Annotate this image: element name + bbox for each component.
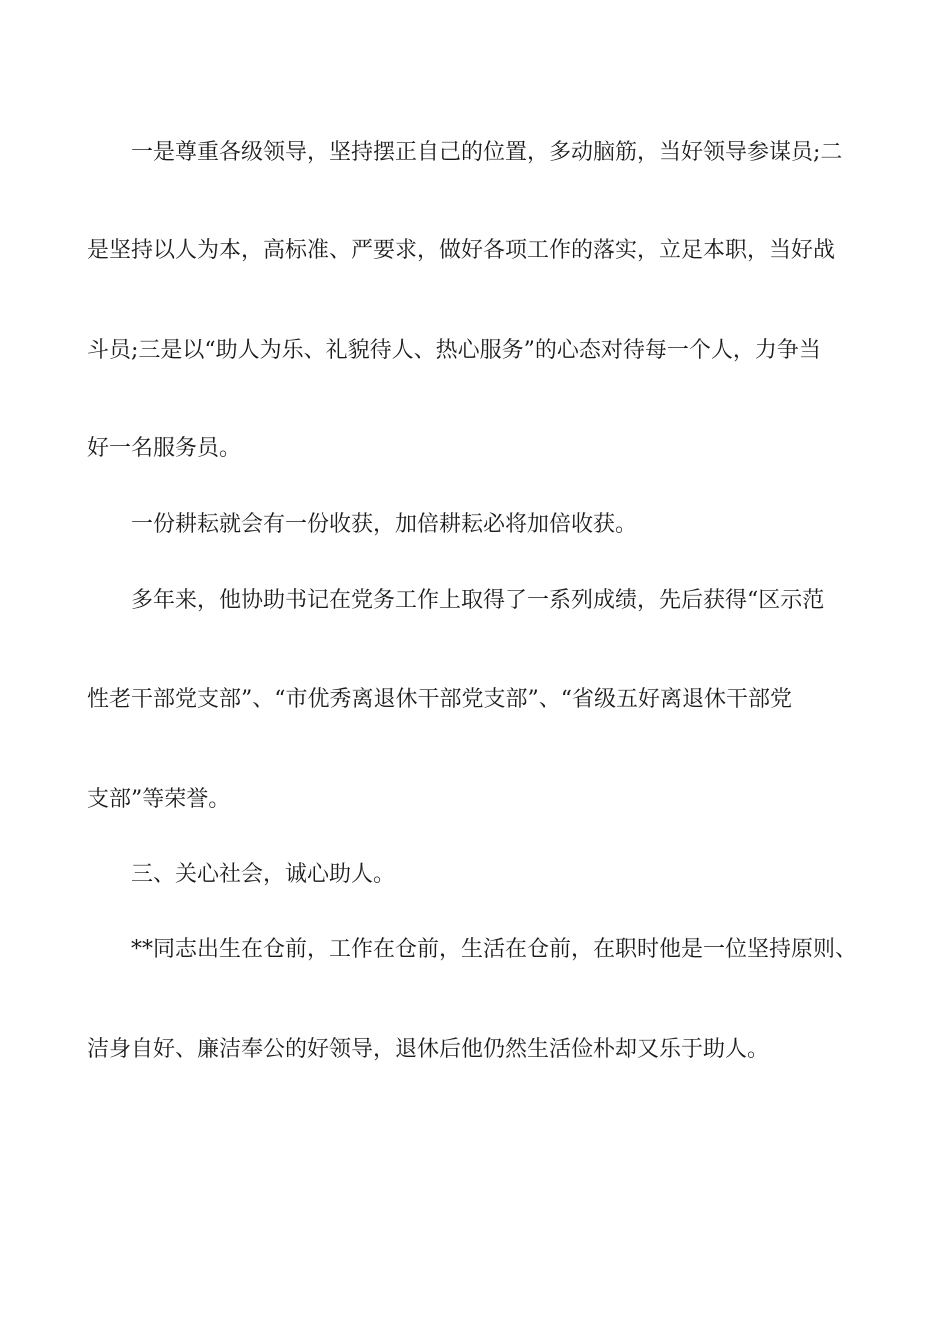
paragraph-4-line-2: 洁身自好、廉洁奉公的好领导，退休后他仍然生活俭朴却又乐于助人。 bbox=[87, 1037, 770, 1062]
paragraph-3-line-1: 多年来，他协助书记在党务工作上取得了一系列成绩，先后获得“区示范 bbox=[131, 588, 825, 613]
paragraph-3-line-2: 性老干部党支部”、“市优秀离退休干部党支部”、“省级五好离退休干部党 bbox=[87, 687, 792, 712]
paragraph-2-line-1: 一份耕耘就会有一份收获，加倍耕耘必将加倍收获。 bbox=[131, 512, 638, 537]
paragraph-1-line-2: 是坚持以人为本，高标准、严要求，做好各项工作的落实，立足本职，当好战 bbox=[87, 238, 836, 263]
paragraph-1-line-1: 一是尊重各级领导，坚持摆正自己的位置，多动脑筋，当好领导参谋员;二 bbox=[131, 140, 843, 165]
paragraph-1-line-4: 好一名服务员。 bbox=[87, 436, 242, 461]
paragraph-4-line-1: **同志出生在仓前，工作在仓前，生活在仓前，在职时他是一位坚持原则、 bbox=[131, 937, 858, 962]
section-heading-3: 三、关心社会，诚心助人。 bbox=[131, 862, 396, 887]
paragraph-1-line-3: 斗员;三是以“助人为乐、礼貌待人、热心服务”的心态对待每一个人，力争当 bbox=[87, 338, 821, 363]
paragraph-3-line-3: 支部”等荣誉。 bbox=[87, 787, 231, 812]
